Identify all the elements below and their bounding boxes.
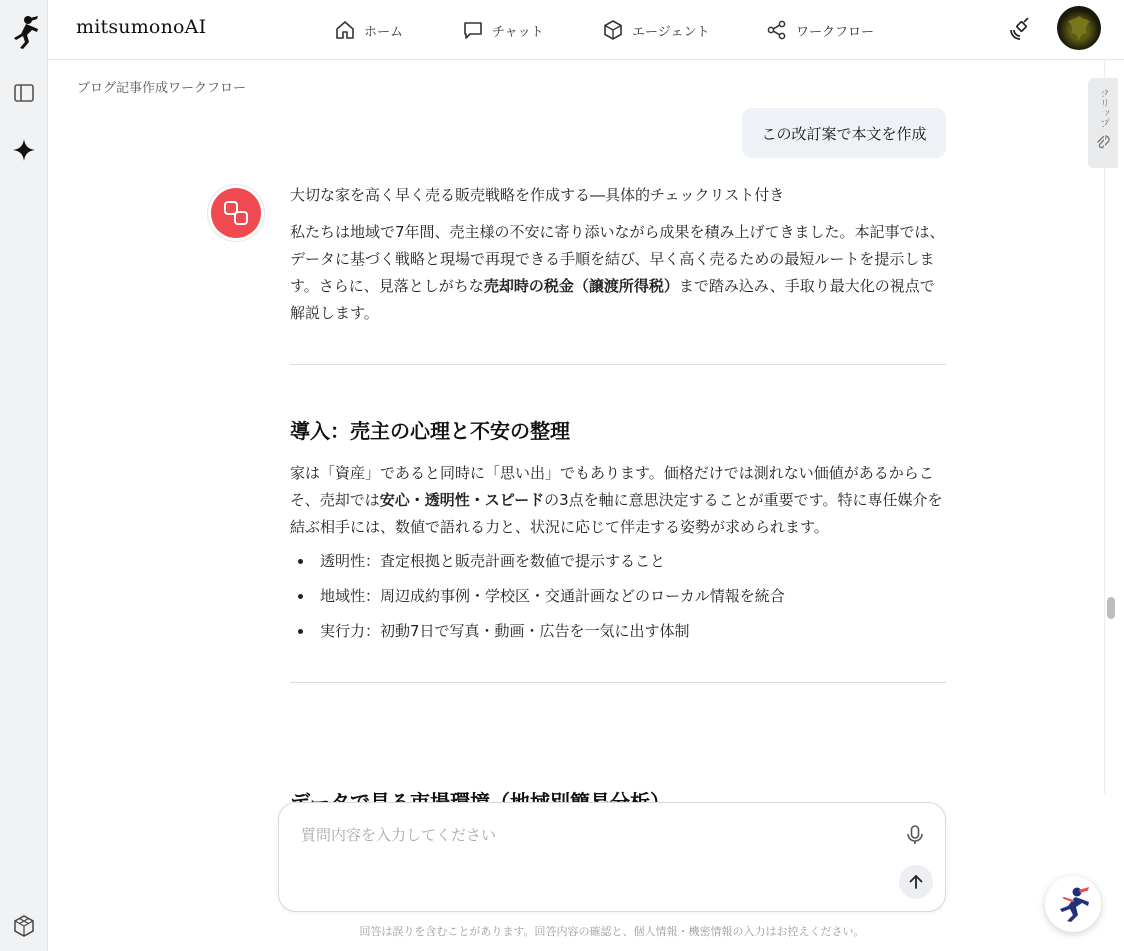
ninja-logo-icon[interactable]: [8, 14, 40, 50]
breadcrumb[interactable]: ブログ記事作成ワークフロー: [77, 81, 247, 96]
question-input[interactable]: [301, 823, 861, 847]
disclaimer-text: 回答は誤りを含むことがあります。回答内容の確認と、個人情報・機密情報の入力はお控えください。: [359, 925, 865, 938]
assistant-avatar: [207, 184, 265, 242]
nav-agent[interactable]: [602, 0, 709, 60]
article-intro: 私たちは地域で7年間、売主様の不安に寄り添いながら成果を積み上げてきました。本記事では、データに基づく戦略と現場で再現できる手順を結び、早く高く売るための最短ルートを提示します。さらに、見落としがちな売却時の税金（譲渡所得税）まで踏み込み、手取り最大化の視点で解説します。: [290, 223, 945, 322]
nav-workflow[interactable]: [766, 0, 874, 60]
list-item: 実行力：初動7日で写真・動画・広告を一気に出す体制: [290, 619, 946, 643]
divider: [290, 682, 946, 683]
share-nodes-icon: [766, 19, 788, 41]
nav-chat[interactable]: [462, 0, 544, 60]
scrollbar-track[interactable]: [1104, 60, 1118, 794]
chat-composer: [278, 802, 946, 912]
send-button[interactable]: [899, 865, 933, 899]
nav-home[interactable]: [334, 0, 403, 60]
sparkle-icon[interactable]: [10, 136, 38, 164]
nav-home-label: ホーム: [364, 24, 404, 40]
sidebar-toggle-icon[interactable]: [10, 79, 38, 107]
cube-icon: [602, 19, 624, 41]
clip-tab-label: クリップ: [1097, 88, 1109, 128]
cube-settings-icon[interactable]: [10, 912, 38, 940]
divider: [290, 364, 946, 365]
satellite-icon[interactable]: [1006, 16, 1034, 44]
section-heading-market: [290, 777, 946, 794]
brand-name[interactable]: mitsumonoAI: [76, 16, 207, 38]
user-message-bubble: この改訂案で本文を作成: [742, 108, 946, 158]
list-item: 地域性：周辺成約事例・学校区・交通計画などのローカル情報を統合: [290, 584, 946, 608]
arrow-up-icon: [907, 873, 925, 891]
assistant-logo-icon: [222, 199, 250, 227]
ninja-mascot-icon: [1053, 884, 1093, 924]
checklist: [290, 549, 946, 643]
nav-workflow-label: ワークフロー: [796, 24, 875, 40]
assistant-response: [290, 183, 946, 683]
left-rail: [0, 0, 48, 951]
microphone-icon[interactable]: [903, 823, 927, 847]
nav-agent-label: エージェント: [632, 24, 710, 40]
home-icon: [334, 19, 356, 41]
user-avatar[interactable]: [1057, 6, 1101, 50]
list-item: 透明性：査定根拠と販売計画を数値で提示すること: [290, 549, 946, 573]
section-heading-intro: 導入：売主の心理と不安の整理: [290, 419, 570, 443]
floating-assistant-button[interactable]: [1045, 876, 1101, 932]
top-header: [48, 0, 1124, 60]
chat-bubble-icon: [462, 19, 484, 41]
section-intro-paragraph: 家は「資産」であると同時に「思い出」でもあります。価格だけでは測れない価値があるからこそ、売却では安心・透明性・スピードの3点を軸に意思決定することが重要です。特に専任媒介を結ぶ相手には、数値で語れる力と、状況に応じて伴走する姿勢が求められます。: [290, 464, 943, 536]
nav-chat-label: チャット: [492, 24, 544, 40]
article-title: 大切な家を高く早く売る販売戦略を作成する―具体的チェックリスト付き: [290, 186, 785, 204]
scrollbar-thumb[interactable]: [1107, 597, 1115, 619]
